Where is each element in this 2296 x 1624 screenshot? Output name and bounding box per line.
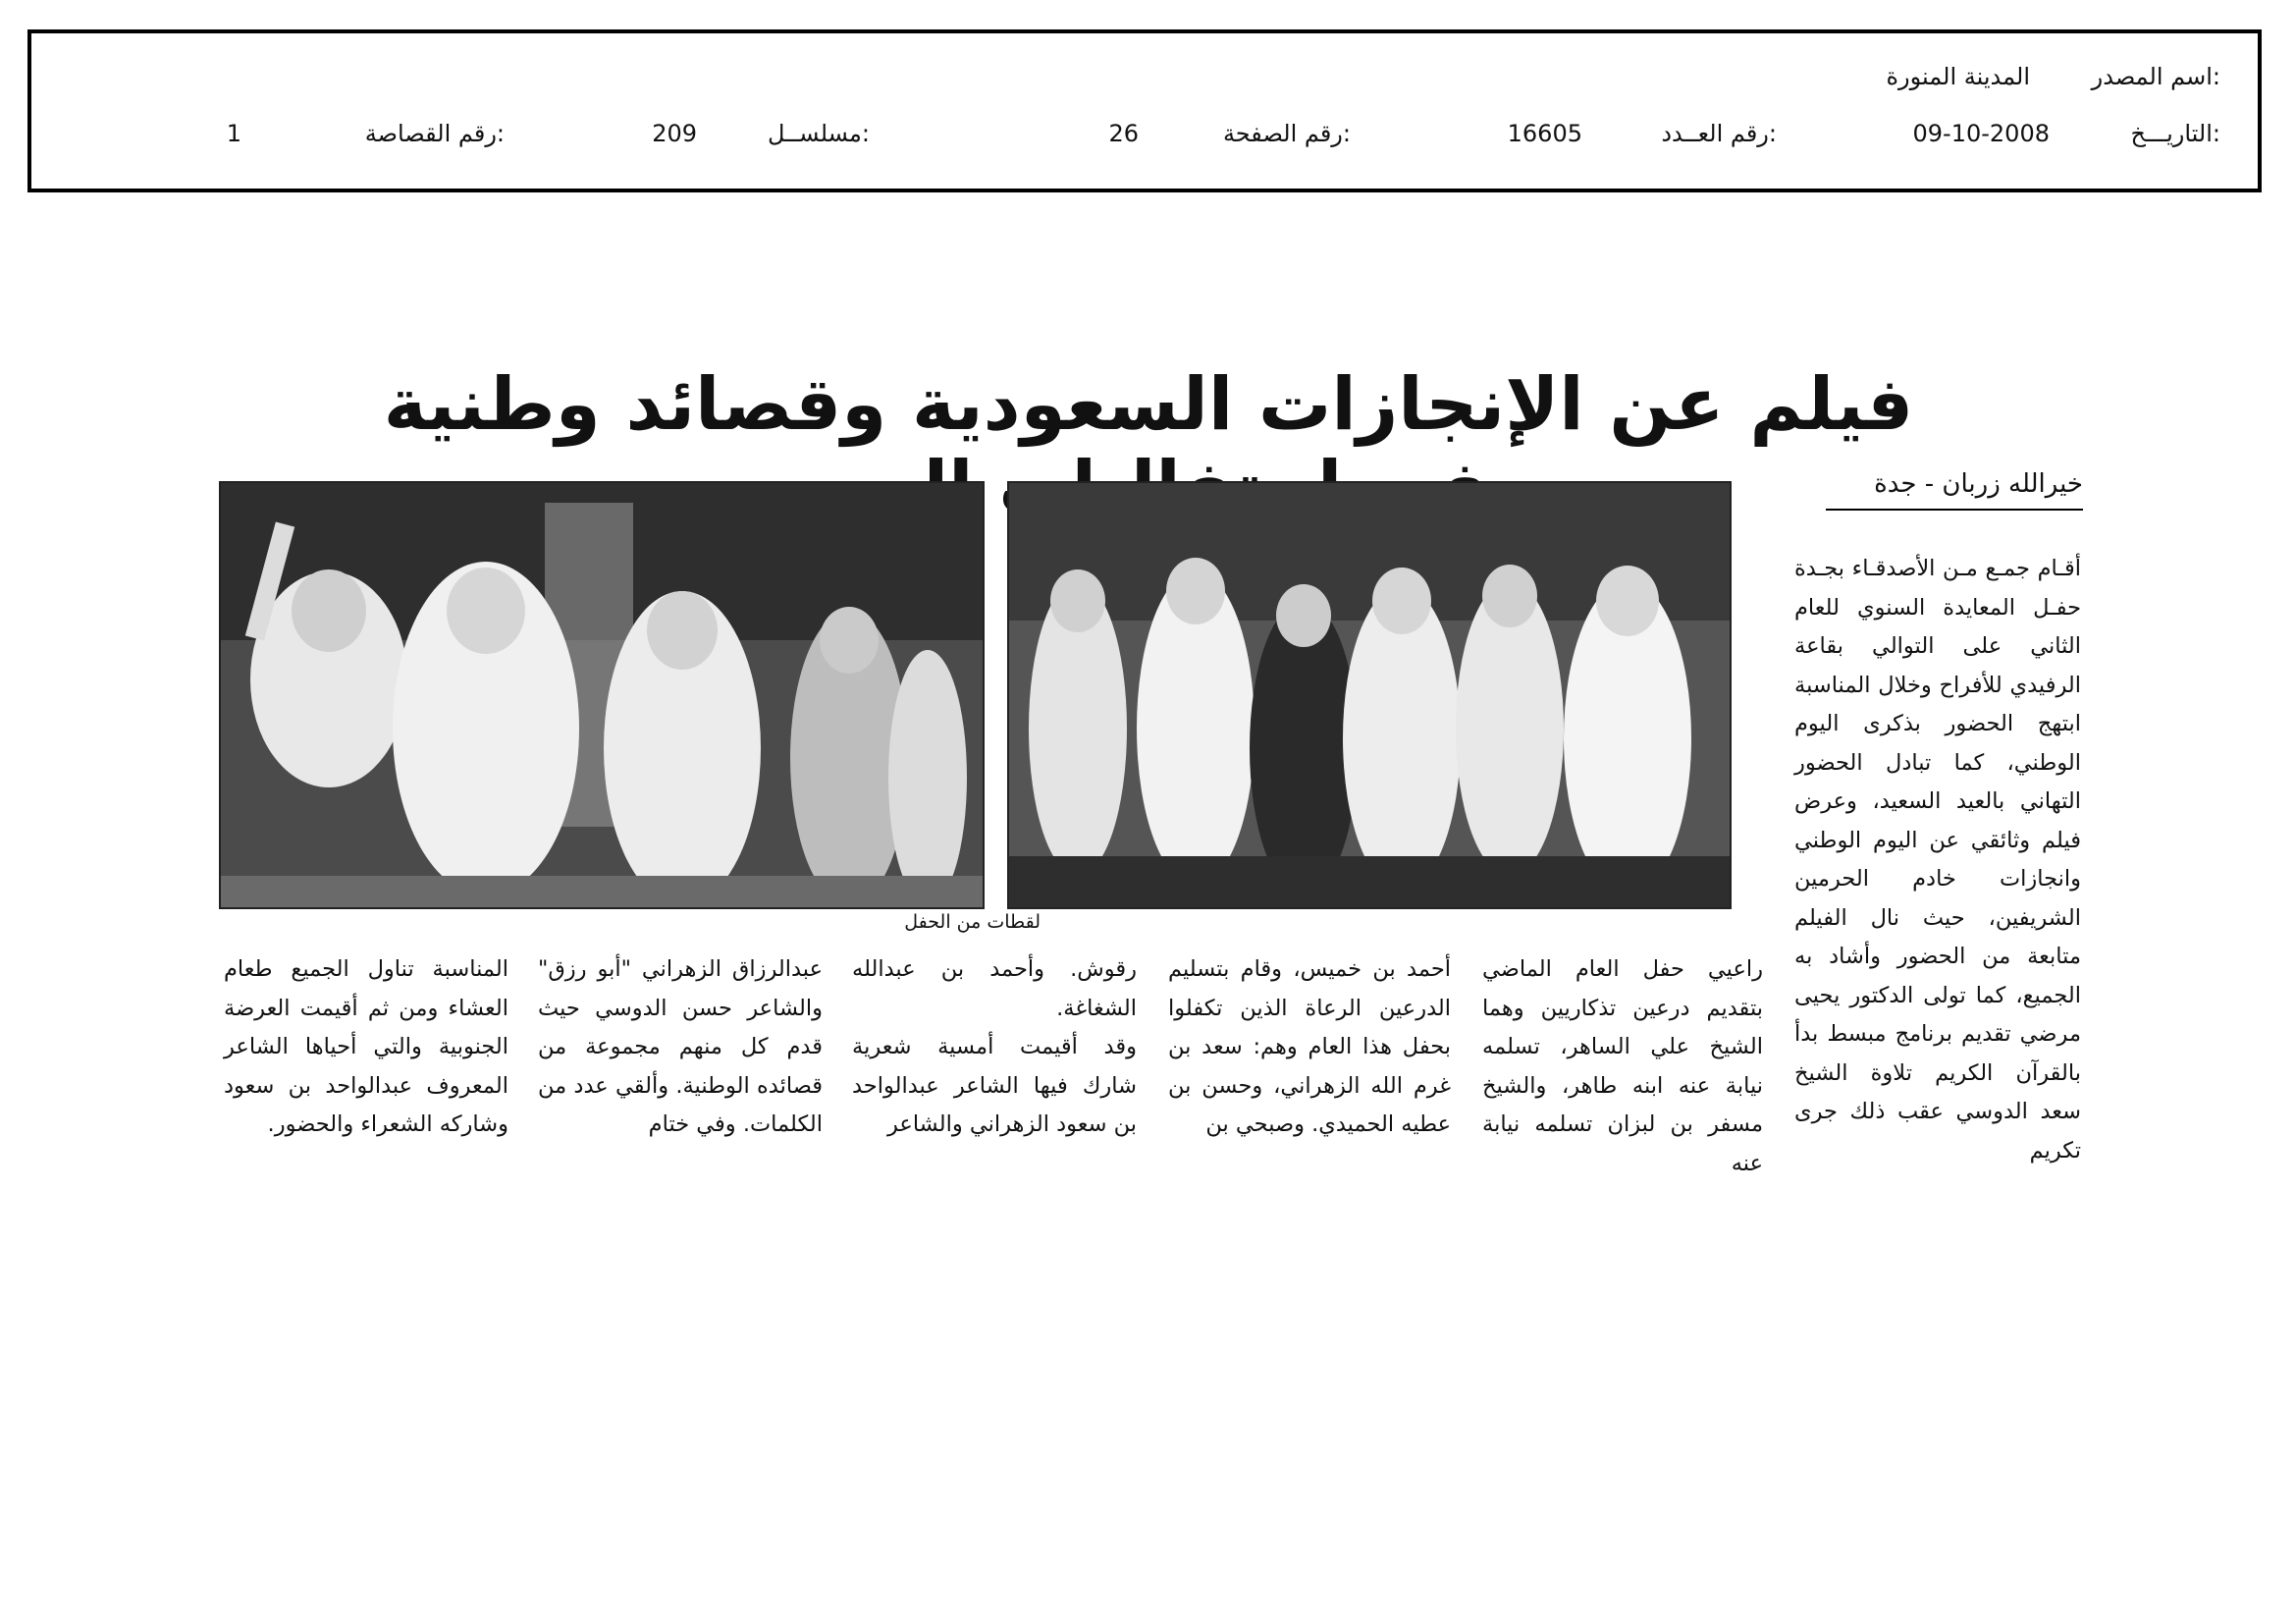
clip-label: رقم القصاصة: — [364, 120, 505, 147]
clip-value: 1 — [226, 120, 241, 147]
page-value: 26 — [1108, 120, 1139, 147]
source-value: المدينة المنورة — [1886, 63, 2030, 90]
serial-value: 209 — [652, 120, 697, 147]
crowd-photo-icon — [1007, 481, 1732, 909]
date-label: التاريـــخ: — [2130, 120, 2220, 147]
article-column-5 — [538, 950, 823, 1147]
article-column-4 — [852, 950, 1137, 1147]
article-column-4-para-2: وقد أقيمت أمسية شعرية شارك فيها الشاعر عبدالواحد بن سعود الزهراني والشاعر — [852, 1034, 1137, 1137]
article-column-1 — [1794, 550, 2081, 1164]
clipping-metadata-box — [27, 29, 2262, 192]
article-column-2 — [1482, 950, 1763, 1176]
article-column-3 — [1168, 950, 1451, 1147]
issue-value: 16605 — [1507, 120, 1582, 147]
source-label: اسم المصدر: — [2091, 63, 2220, 90]
article-column-5-text: عبدالرزاق الزهراني "أبو رزق" والشاعر حسن الدوسي حيث قدم كل منهم مجموعة من قصائده الوطنية. وألقي عدد من الكلمات. وفي ختام — [538, 956, 823, 1137]
article-headline: فيلم عن الإنجازات السعودية وقصائد وطنية — [383, 362, 1914, 447]
celebration-photo-icon — [219, 481, 985, 909]
page-label: رقم الصفحة: — [1222, 120, 1351, 147]
article-byline: خيرالله زربان - جدة — [1826, 469, 2083, 511]
serial-label: مسلســل: — [768, 120, 870, 147]
article-column-4-para-1: رقوش. وأحمد بن عبدالله الشغاغة. — [852, 956, 1137, 1021]
issue-label: رقم العــدد: — [1661, 120, 1777, 147]
article-column-6-text: المناسبة تناول الجميع طعام العشاء ومن ثم أقيمت العرضة الجنوبية والتي أحياها الشاعر المعروف عبدالواحد بن سعود وشاركه الشعراء والحضور. — [224, 956, 508, 1137]
photo-caption: لقطات من الحفل — [904, 911, 1041, 933]
article-column-6 — [224, 950, 508, 1147]
article-column-2-text: راعيي حفل العام الماضي بتقديم درعين تذكاريين وهما الشيخ علي الساهر، تسلمه نيابة عنه ابنه طاهر، والشيخ مسفر بن لبزان تسلمه نيابة عنه — [1482, 956, 1763, 1176]
article-column-3-text: أحمد بن خميس، وقام بتسليم الدرعين الرعاة الذين تكفلوا بحفل هذا العام وهم: سعد بن غرم الله الزهراني، وحسن بن عطيه الحميدي. وصبحي بن — [1168, 956, 1451, 1137]
article-column-1-text: أقـام جمـع مـن الأصدقـاء بجـدة حفـل المعايدة السنوي للعام الثاني على التوالي بقاعة الرفيدي للأفراح وخلال المناسبة ابتهج الحضور بذكرى اليوم الوطني، كما تبادل الحضور التهاني بالعيد السعيد، وعرض فيلم وثائقي عن اليوم الوطني وانجازات خادم الحرمين الشريفين، حيث نال الفيلم متابعة من الحضور وأشاد به الجميع، كما تولى الدكتور يحيى مرضي تقديم برنامج مبسط بدأ بالقرآن الكريم تلاوة الشيخ سعد الدوسي عقب ذلك جرى تكريم — [1794, 556, 2081, 1164]
date-value: 09-10-2008 — [1912, 120, 2050, 147]
